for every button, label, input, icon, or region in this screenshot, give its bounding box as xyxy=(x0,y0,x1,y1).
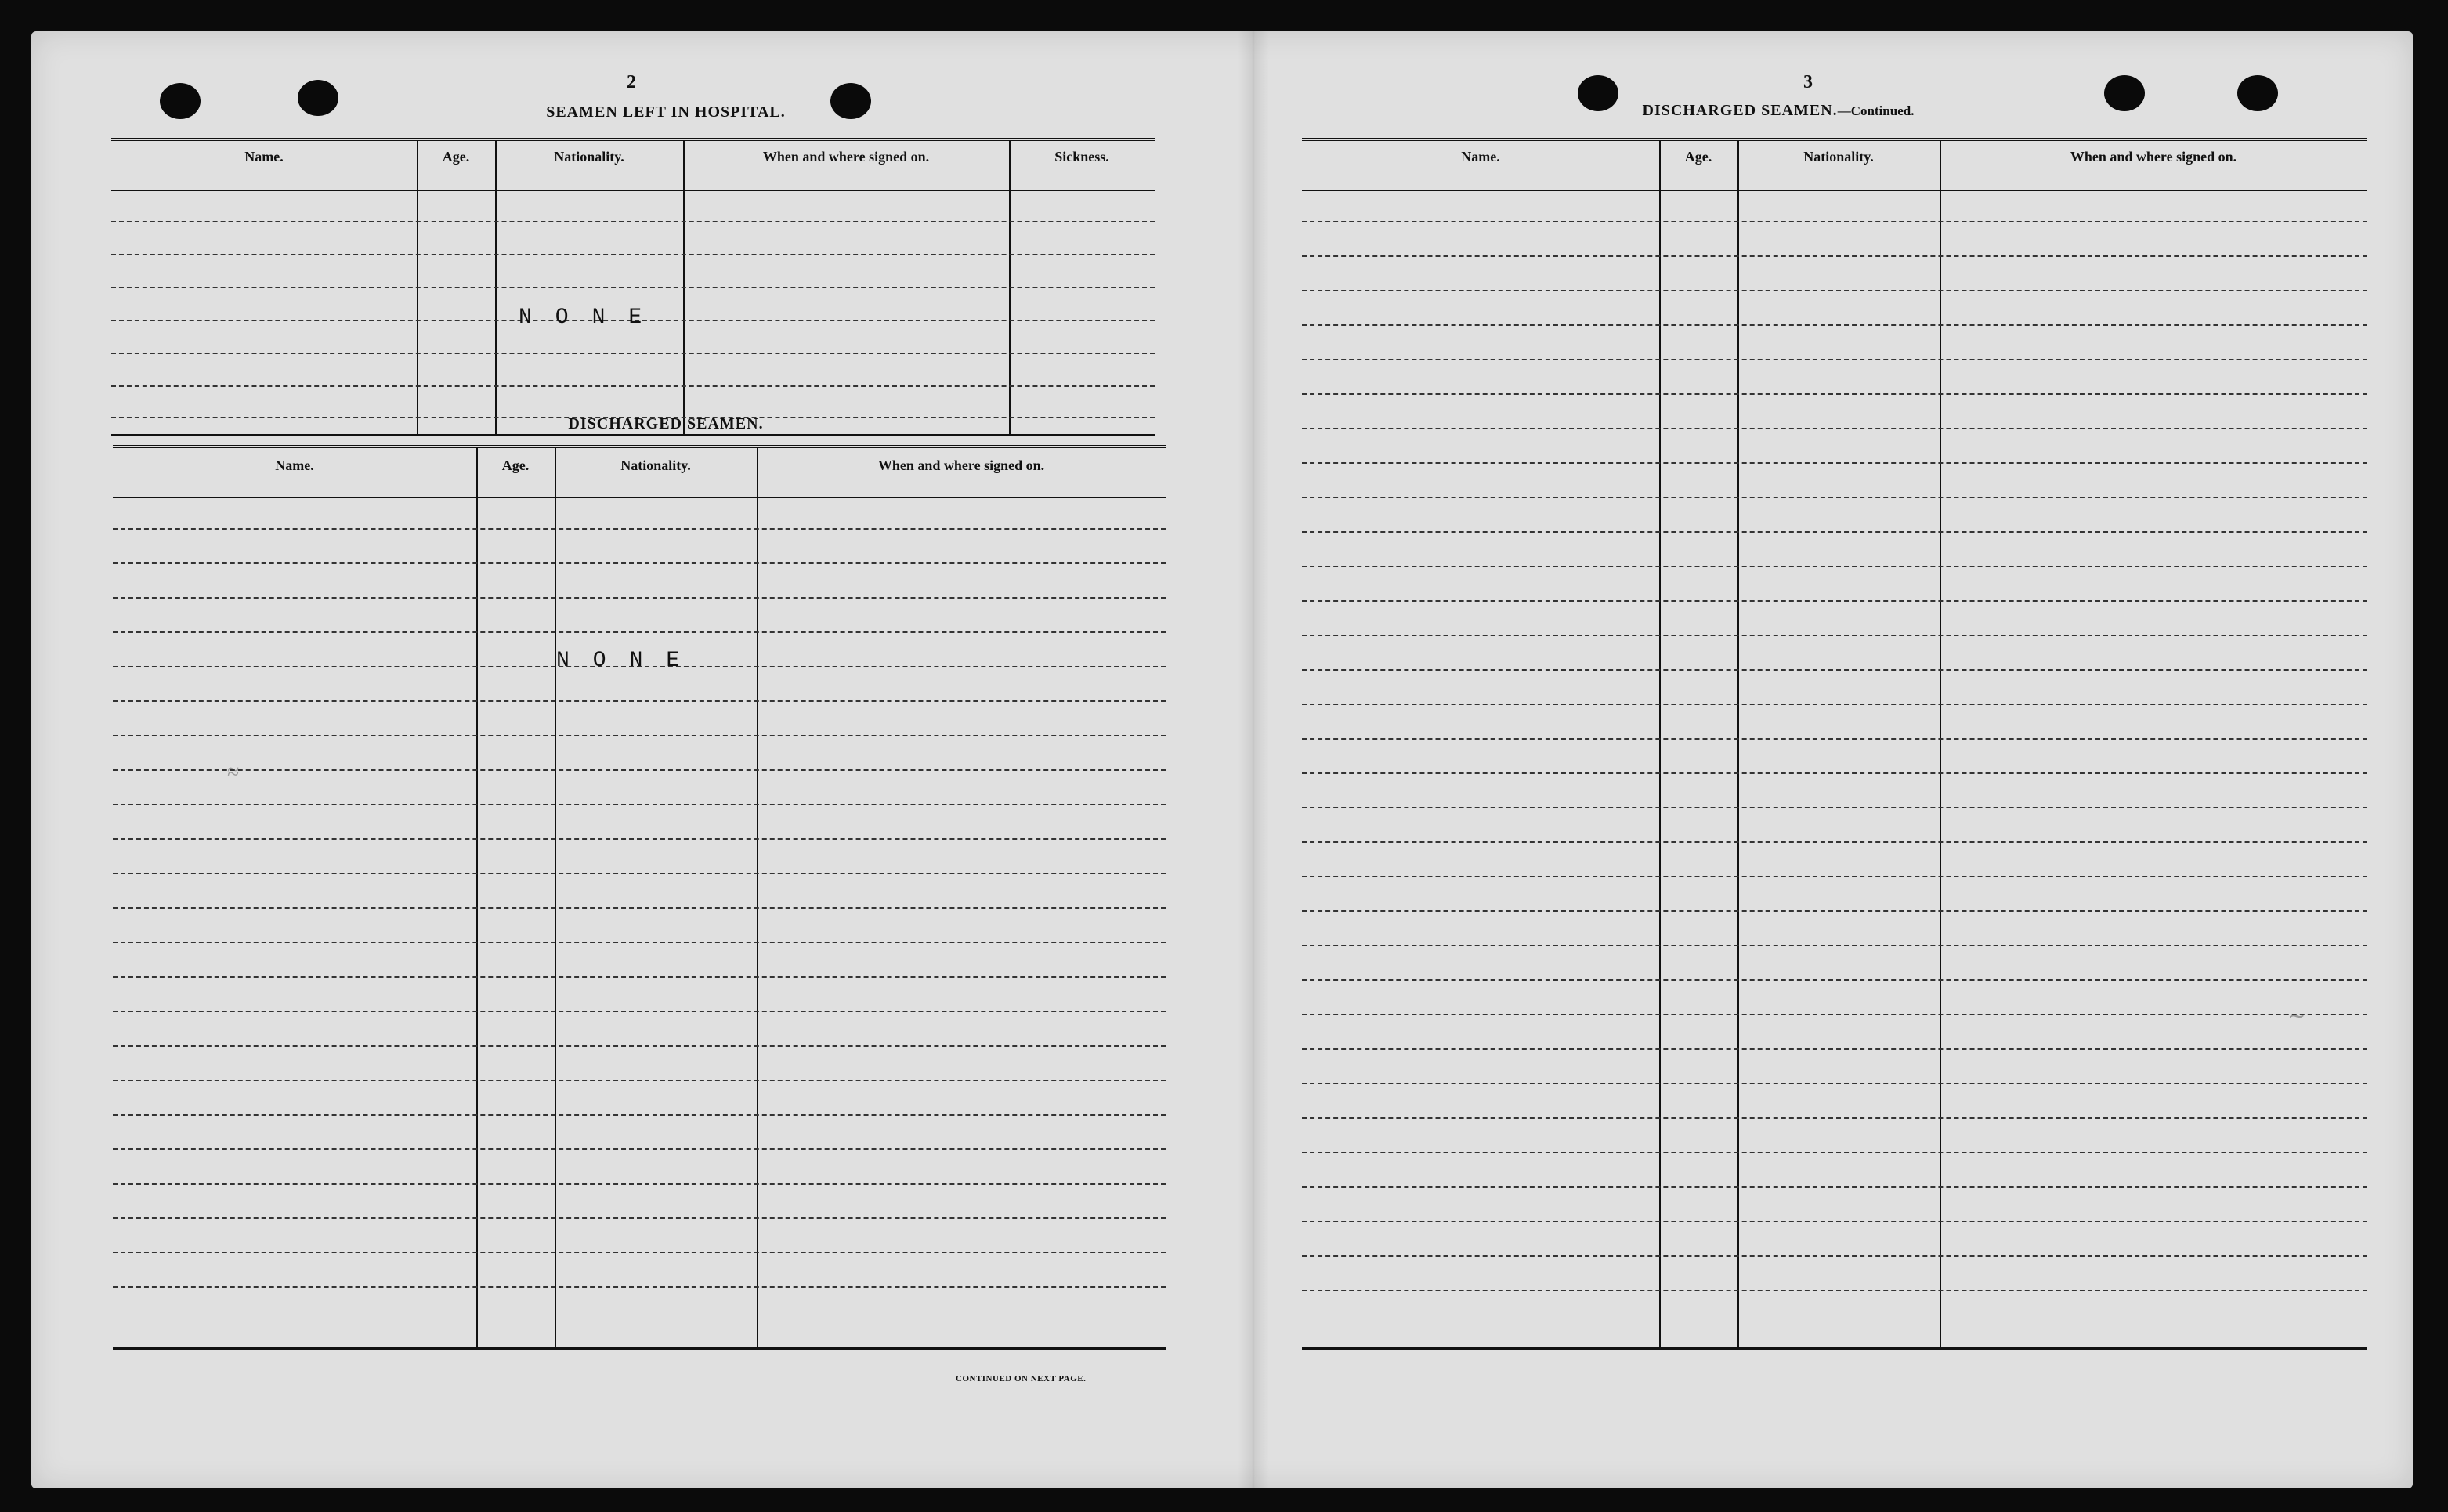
page-number-left: 2 xyxy=(627,72,636,92)
table-row xyxy=(1302,704,2367,705)
right-section-title-continued: —Continued. xyxy=(1837,103,1915,118)
table-row xyxy=(1302,393,2367,395)
discharged-col-signed-on: When and where signed on. xyxy=(877,458,1045,473)
table-row xyxy=(113,700,1166,702)
table-row xyxy=(1302,1255,2367,1257)
paper-sheet xyxy=(31,31,2413,1488)
table-row xyxy=(1302,359,2367,360)
table-row xyxy=(1302,531,2367,533)
table-row xyxy=(113,1252,1166,1253)
table-row xyxy=(1302,772,2367,774)
table-row xyxy=(113,597,1166,599)
table-row xyxy=(113,528,1166,530)
faint-smudge: ∼ xyxy=(2287,1004,2306,1029)
discharged-table-header xyxy=(113,448,1166,498)
table-row xyxy=(1302,324,2367,326)
table-row xyxy=(1302,945,2367,946)
continued-table-header xyxy=(1302,141,2367,191)
table-row xyxy=(111,221,1155,222)
punch-hole xyxy=(160,83,201,119)
right-section-title-main: DISCHARGED SEAMEN. xyxy=(1642,102,1838,119)
continued-col-nationality: Nationality. xyxy=(1803,149,1874,165)
table-row xyxy=(113,838,1166,840)
discharged-continued-table xyxy=(1302,138,2367,1350)
table-row xyxy=(1302,1221,2367,1222)
table-row xyxy=(113,1217,1166,1219)
table-row xyxy=(1302,910,2367,912)
table-row xyxy=(113,1183,1166,1185)
hospital-col-sickness: Sickness. xyxy=(1054,149,1109,165)
table-row xyxy=(1302,428,2367,429)
table-row xyxy=(113,1114,1166,1116)
table-row xyxy=(113,873,1166,874)
continued-col-age: Age. xyxy=(1684,149,1712,165)
hospital-col-name: Name. xyxy=(244,149,284,165)
table-row xyxy=(1302,462,2367,464)
hospital-table-header xyxy=(111,141,1155,191)
table-row xyxy=(1302,566,2367,567)
table-row xyxy=(1302,1290,2367,1291)
hospital-table xyxy=(111,138,1155,436)
hospital-section-title: SEAMEN LEFT IN HOSPITAL. xyxy=(546,103,786,121)
table-row xyxy=(113,1286,1166,1288)
continued-rows xyxy=(1302,190,2367,1347)
page-number-right: 3 xyxy=(1803,72,1813,92)
table-row xyxy=(113,1011,1166,1012)
table-row xyxy=(113,942,1166,943)
table-row xyxy=(1302,876,2367,877)
table-row xyxy=(111,254,1155,255)
table-row xyxy=(113,562,1166,564)
hospital-col-age: Age. xyxy=(442,149,470,165)
table-row xyxy=(111,385,1155,387)
table-row xyxy=(113,804,1166,805)
discharged-col-name: Name. xyxy=(275,458,314,473)
discharged-section-title: DISCHARGED SEAMEN. xyxy=(568,415,764,432)
table-row xyxy=(113,769,1166,771)
table-row xyxy=(111,353,1155,354)
table-row xyxy=(1302,979,2367,981)
table-row xyxy=(113,907,1166,909)
discharged-col-nationality: Nationality. xyxy=(620,458,691,473)
right-section-title xyxy=(1559,102,1998,120)
table-row xyxy=(1302,1117,2367,1119)
table-row xyxy=(1302,669,2367,671)
punch-hole xyxy=(2237,75,2278,111)
punch-hole xyxy=(2104,75,2145,111)
hospital-entry-none: NONE xyxy=(519,306,666,330)
table-row xyxy=(111,287,1155,288)
table-row xyxy=(1302,1014,2367,1015)
punch-hole xyxy=(298,80,338,116)
table-row xyxy=(1302,635,2367,636)
continued-col-name: Name. xyxy=(1461,149,1500,165)
table-row xyxy=(1302,841,2367,843)
table-row xyxy=(113,1080,1166,1081)
table-row xyxy=(1302,497,2367,498)
table-row xyxy=(1302,290,2367,291)
table-row xyxy=(113,976,1166,978)
continued-on-next-page-note: CONTINUED ON NEXT PAGE. xyxy=(956,1374,1087,1384)
hospital-col-nationality: Nationality. xyxy=(554,149,624,165)
continued-col-signed-on: When and where signed on. xyxy=(2070,149,2237,165)
table-row xyxy=(1302,1048,2367,1050)
table-row xyxy=(113,1148,1166,1150)
hospital-col-signed-on: When and where signed on. xyxy=(762,149,930,165)
table-row xyxy=(1302,738,2367,740)
discharged-rows xyxy=(113,497,1166,1347)
center-fold xyxy=(1238,31,1269,1488)
table-row xyxy=(1302,1186,2367,1188)
table-row xyxy=(1302,807,2367,808)
table-row xyxy=(1302,255,2367,257)
table-row xyxy=(1302,1083,2367,1084)
discharged-entry-none: NONE xyxy=(556,649,703,673)
discharged-col-age: Age. xyxy=(501,458,530,473)
faint-smudge: ≈ xyxy=(227,760,240,784)
table-row xyxy=(113,735,1166,736)
table-row xyxy=(1302,1152,2367,1153)
table-row xyxy=(1302,221,2367,222)
table-row xyxy=(113,631,1166,633)
table-row xyxy=(113,1045,1166,1047)
table-row xyxy=(1302,600,2367,602)
discharged-table xyxy=(113,445,1166,1350)
